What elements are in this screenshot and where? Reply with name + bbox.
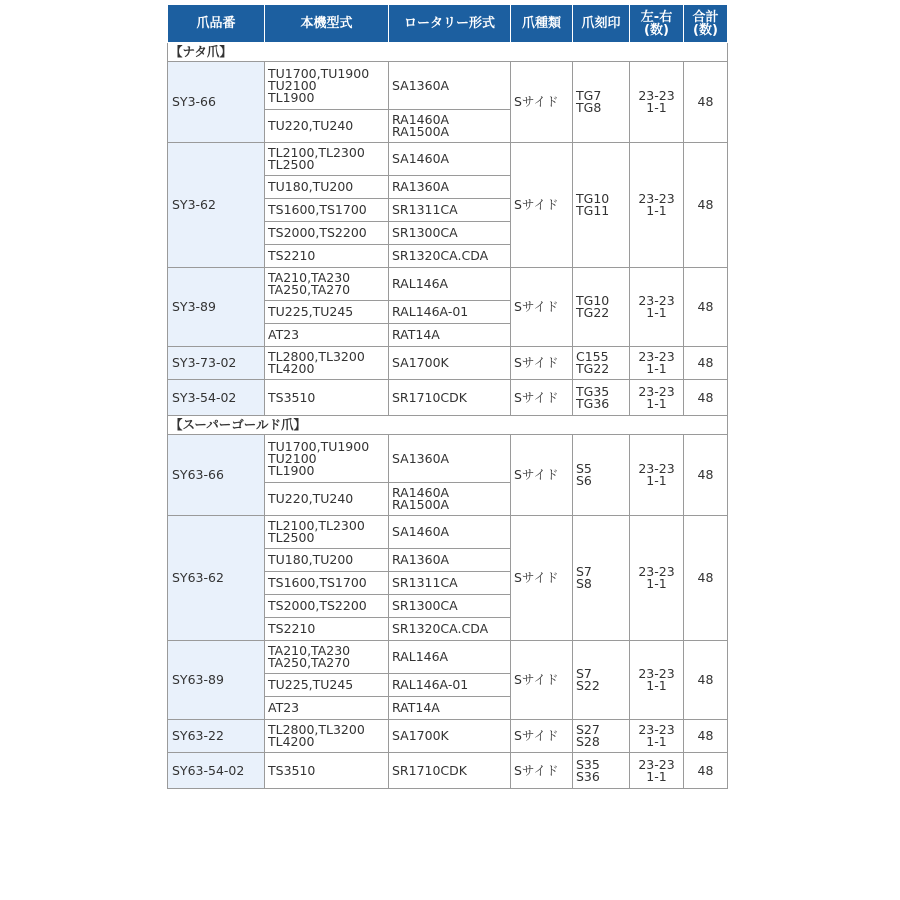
left-right-count-cell: 23-23 1-1 [630, 435, 684, 516]
rotary-type-cell: SA1460A [389, 143, 511, 176]
part-number-cell: SY3-54-02 [168, 380, 265, 416]
claw-type-cell: Sサイド [511, 62, 573, 143]
table-row [168, 435, 728, 483]
claw-type-cell: Sサイド [511, 516, 573, 641]
rotary-type-cell: RAT14A [389, 697, 511, 720]
total-count-cell: 48 [684, 268, 728, 347]
claw-type-cell: Sサイド [511, 753, 573, 789]
left-right-count-cell: 23-23 1-1 [630, 380, 684, 416]
rotary-type-cell: RA1460A RA1500A [389, 483, 511, 516]
machine-model-cell: TU225,TU245 [265, 674, 389, 697]
left-right-count-cell: 23-23 1-1 [630, 753, 684, 789]
left-right-count-cell: 23-23 1-1 [630, 62, 684, 143]
machine-model-cell: TL2800,TL3200 TL4200 [265, 347, 389, 380]
machine-model-cell: TS2000,TS2200 [265, 222, 389, 245]
part-number-cell: SY63-62 [168, 516, 265, 641]
rotary-type-cell: SA1360A [389, 62, 511, 110]
part-number-cell: SY3-73-02 [168, 347, 265, 380]
total-count-cell: 48 [684, 143, 728, 268]
table-row [168, 753, 728, 789]
total-count-cell: 48 [684, 380, 728, 416]
machine-model-cell: TS2210 [265, 618, 389, 641]
claw-type-cell: Sサイド [511, 347, 573, 380]
machine-model-cell: TL2100,TL2300 TL2500 [265, 143, 389, 176]
table-row [168, 347, 728, 380]
total-count-cell: 48 [684, 720, 728, 753]
table-row [168, 641, 728, 674]
header-row [168, 5, 728, 43]
claw-stamp-cell: TG35 TG36 [573, 380, 630, 416]
header-rotary-type: ロータリー形式 [389, 5, 511, 43]
machine-model-cell: TS1600,TS1700 [265, 572, 389, 595]
rotary-type-cell: SR1311CA [389, 572, 511, 595]
rotary-type-cell: SR1710CDK [389, 380, 511, 416]
rotary-type-cell: RAL146A-01 [389, 674, 511, 697]
claw-type-cell: Sサイド [511, 268, 573, 347]
claw-stamp-cell: S5 S6 [573, 435, 630, 516]
part-number-cell: SY3-89 [168, 268, 265, 347]
rotary-type-cell: RAL146A [389, 641, 511, 674]
machine-model-cell: TS2000,TS2200 [265, 595, 389, 618]
claw-stamp-cell: TG10 TG11 [573, 143, 630, 268]
machine-model-cell: TU180,TU200 [265, 549, 389, 572]
rotary-type-cell: RAT14A [389, 324, 511, 347]
rotary-type-cell: SA1460A [389, 516, 511, 549]
claw-type-cell: Sサイド [511, 641, 573, 720]
rotary-type-cell: SR1320CA.CDA [389, 245, 511, 268]
rotary-type-cell: SR1300CA [389, 595, 511, 618]
rotary-type-cell: RAL146A-01 [389, 301, 511, 324]
machine-model-cell: TS3510 [265, 753, 389, 789]
machine-model-cell: TU180,TU200 [265, 176, 389, 199]
section-title: 【スーパーゴールド爪】 [168, 416, 728, 435]
rotary-type-cell: SR1320CA.CDA [389, 618, 511, 641]
header-total-count: 合計 (数) [684, 5, 728, 43]
machine-model-cell: TU220,TU240 [265, 483, 389, 516]
rotary-type-cell: SA1700K [389, 347, 511, 380]
claw-stamp-cell: S7 S8 [573, 516, 630, 641]
table-row [168, 380, 728, 416]
machine-model-cell: AT23 [265, 324, 389, 347]
machine-model-cell: AT23 [265, 697, 389, 720]
total-count-cell: 48 [684, 347, 728, 380]
rotary-type-cell: SR1311CA [389, 199, 511, 222]
part-number-cell: SY63-89 [168, 641, 265, 720]
part-number-cell: SY3-62 [168, 143, 265, 268]
table-row [168, 268, 728, 301]
claw-type-cell: Sサイド [511, 435, 573, 516]
machine-model-cell: TS3510 [265, 380, 389, 416]
rotary-type-cell: RA1360A [389, 176, 511, 199]
part-number-cell: SY63-66 [168, 435, 265, 516]
total-count-cell: 48 [684, 516, 728, 641]
parts-table [167, 4, 728, 789]
left-right-count-cell: 23-23 1-1 [630, 516, 684, 641]
machine-model-cell: TU220,TU240 [265, 110, 389, 143]
claw-stamp-cell: TG10 TG22 [573, 268, 630, 347]
left-right-count-cell: 23-23 1-1 [630, 143, 684, 268]
section-title: 【ナタ爪】 [168, 43, 728, 62]
left-right-count-cell: 23-23 1-1 [630, 268, 684, 347]
table-row [168, 143, 728, 176]
left-right-count-cell: 23-23 1-1 [630, 641, 684, 720]
header-claw-stamp: 爪刻印 [573, 5, 630, 43]
machine-model-cell: TL2100,TL2300 TL2500 [265, 516, 389, 549]
left-right-count-cell: 23-23 1-1 [630, 720, 684, 753]
machine-model-cell: TS1600,TS1700 [265, 199, 389, 222]
rotary-type-cell: SA1360A [389, 435, 511, 483]
left-right-count-cell: 23-23 1-1 [630, 347, 684, 380]
rotary-type-cell: RA1460A RA1500A [389, 110, 511, 143]
rotary-type-cell: RAL146A [389, 268, 511, 301]
machine-model-cell: TA210,TA230 TA250,TA270 [265, 641, 389, 674]
table-row [168, 720, 728, 753]
claw-type-cell: Sサイド [511, 380, 573, 416]
machine-model-cell: TU1700,TU1900 TU2100 TL1900 [265, 435, 389, 483]
machine-model-cell: TS2210 [265, 245, 389, 268]
header-left-right-count: 左-右 (数) [630, 5, 684, 43]
table-row [168, 62, 728, 110]
rotary-type-cell: SA1700K [389, 720, 511, 753]
claw-stamp-cell: S7 S22 [573, 641, 630, 720]
claw-stamp-cell: C155 TG22 [573, 347, 630, 380]
rotary-type-cell: SR1710CDK [389, 753, 511, 789]
part-number-cell: SY63-22 [168, 720, 265, 753]
machine-model-cell: TU225,TU245 [265, 301, 389, 324]
total-count-cell: 48 [684, 435, 728, 516]
machine-model-cell: TA210,TA230 TA250,TA270 [265, 268, 389, 301]
total-count-cell: 48 [684, 62, 728, 143]
claw-stamp-cell: S27 S28 [573, 720, 630, 753]
header-claw-type: 爪種類 [511, 5, 573, 43]
machine-model-cell: TU1700,TU1900 TU2100 TL1900 [265, 62, 389, 110]
section-row [168, 416, 728, 435]
header-machine-model: 本機型式 [265, 5, 389, 43]
total-count-cell: 48 [684, 753, 728, 789]
table-body [168, 43, 728, 789]
claw-type-cell: Sサイド [511, 143, 573, 268]
section-row [168, 43, 728, 62]
header-part-number: 爪品番 [168, 5, 265, 43]
part-number-cell: SY63-54-02 [168, 753, 265, 789]
total-count-cell: 48 [684, 641, 728, 720]
claw-type-cell: Sサイド [511, 720, 573, 753]
part-number-cell: SY3-66 [168, 62, 265, 143]
rotary-type-cell: RA1360A [389, 549, 511, 572]
claw-stamp-cell: S35 S36 [573, 753, 630, 789]
claw-stamp-cell: TG7 TG8 [573, 62, 630, 143]
machine-model-cell: TL2800,TL3200 TL4200 [265, 720, 389, 753]
rotary-type-cell: SR1300CA [389, 222, 511, 245]
table-row [168, 516, 728, 549]
